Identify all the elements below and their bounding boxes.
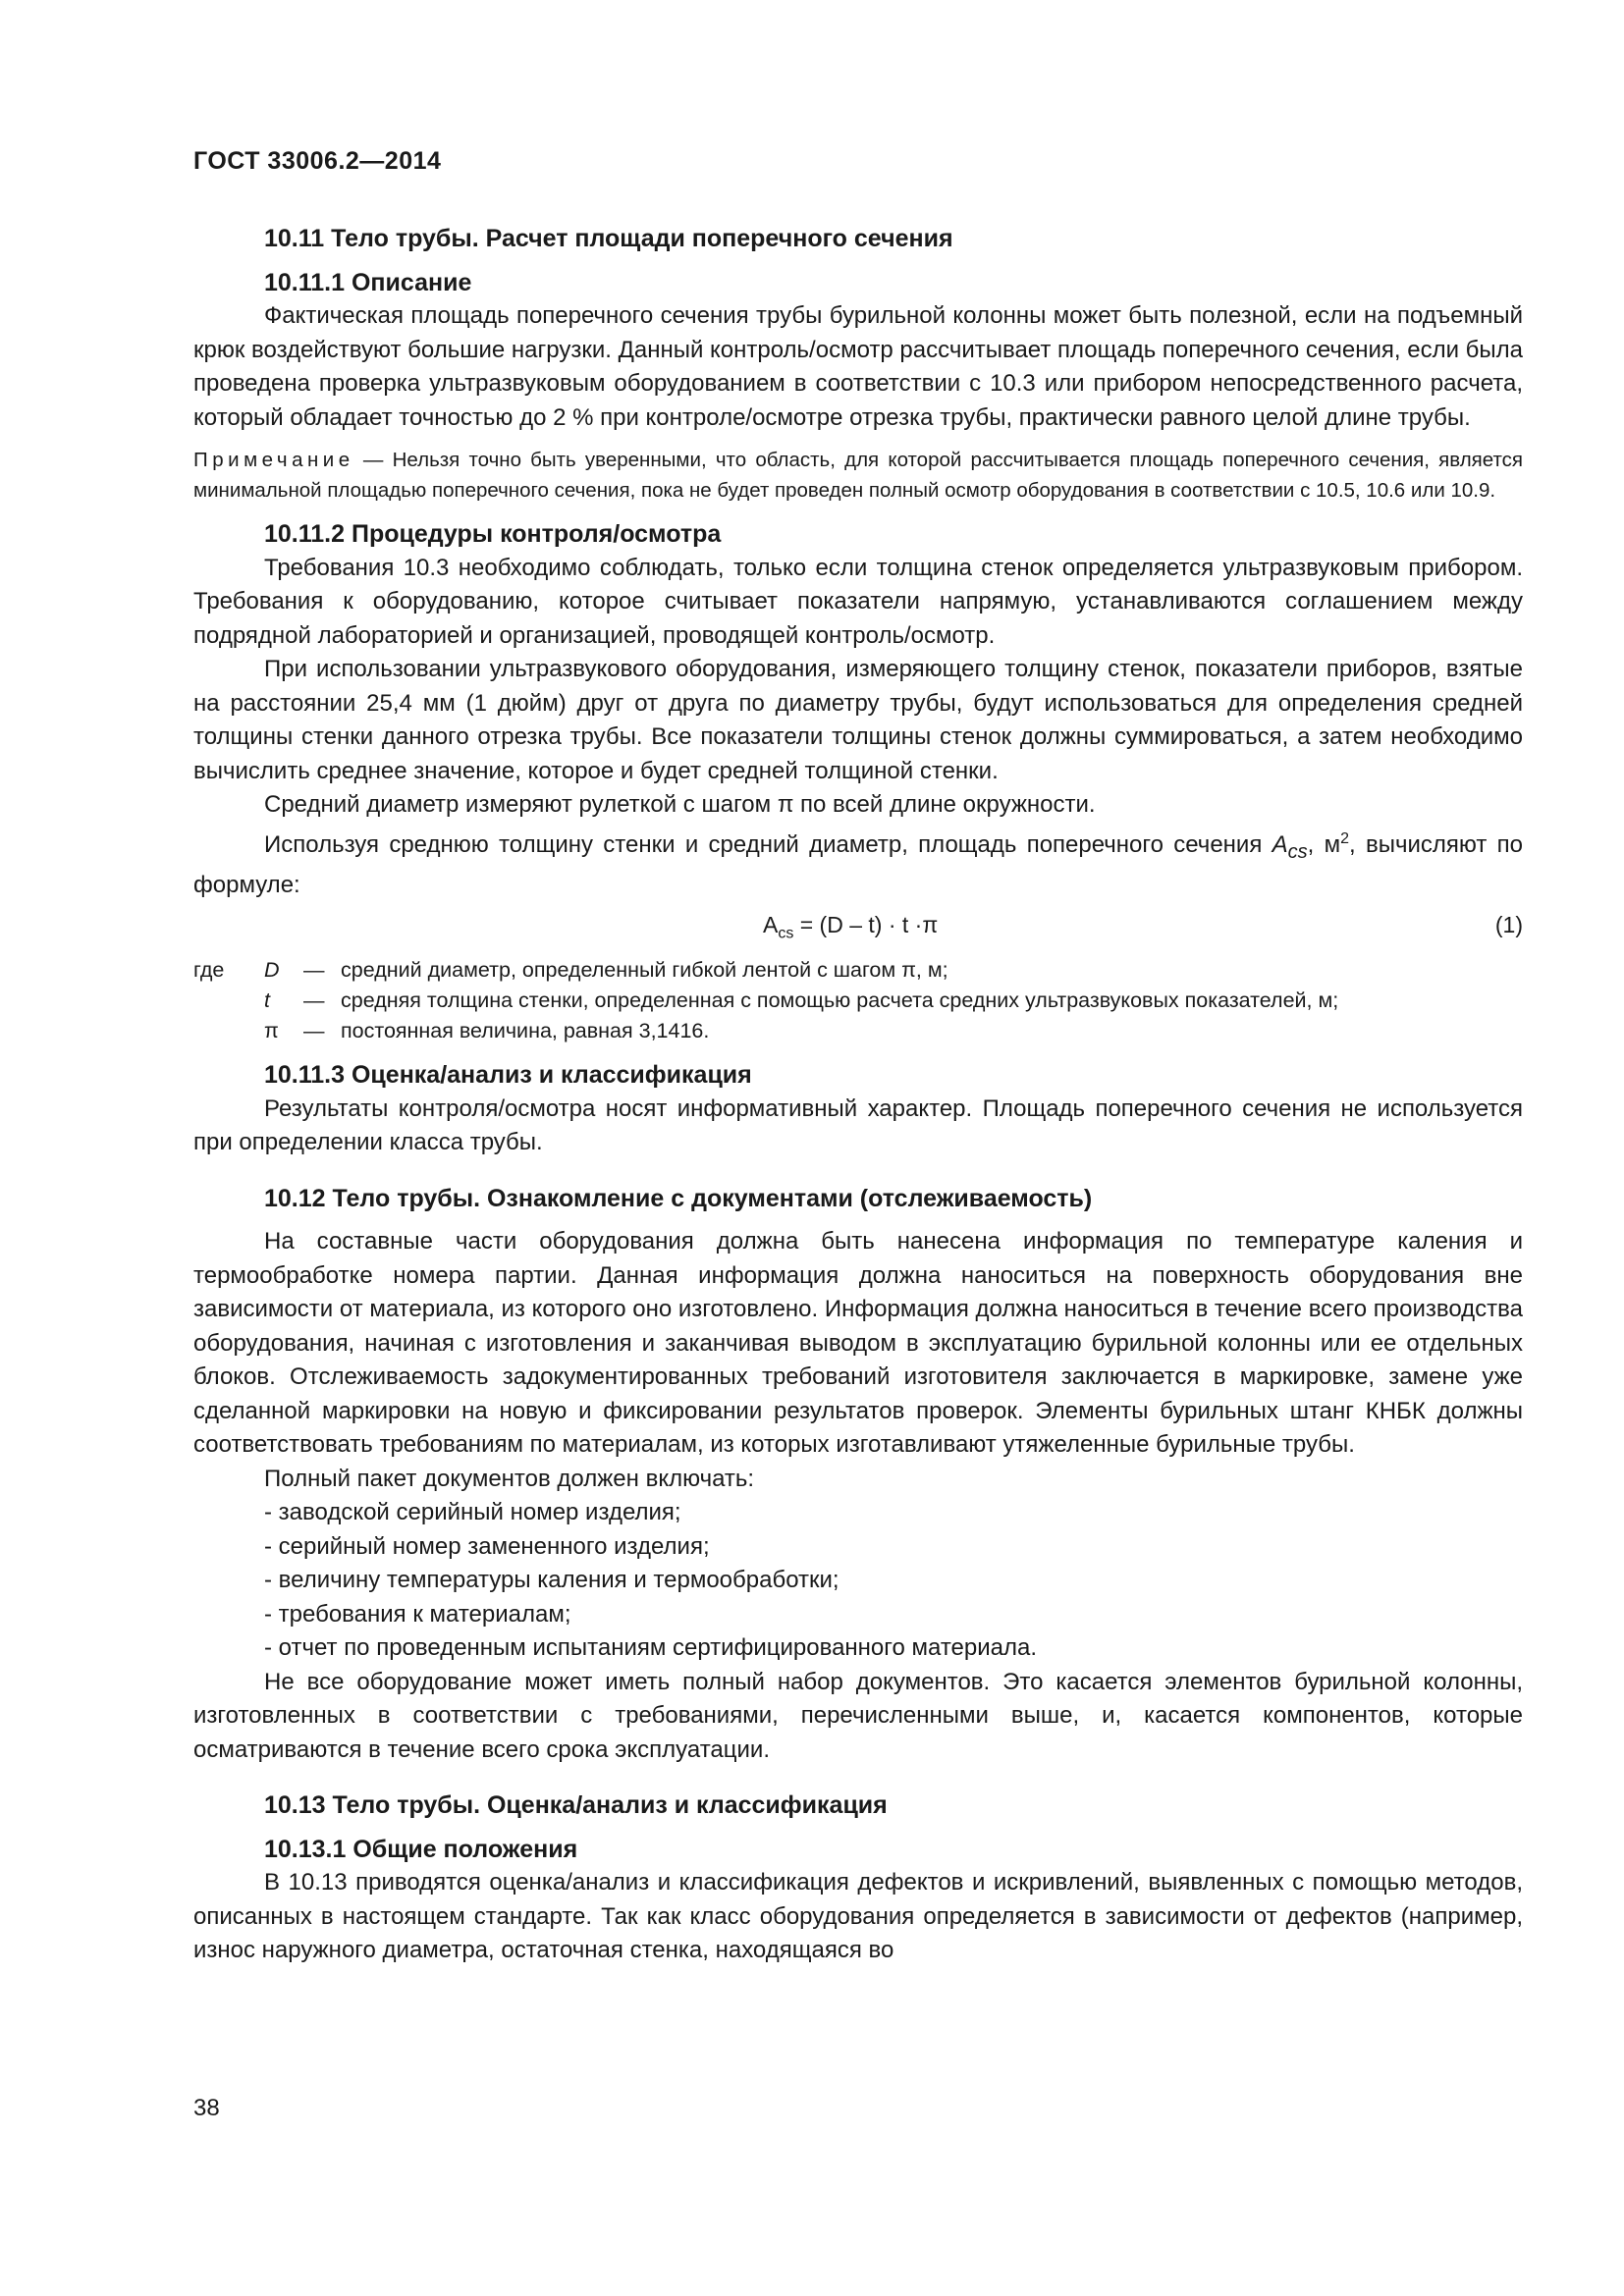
where-list — [193, 955, 1523, 1046]
subsection-title-10-11-2: 10.11.2 Процедуры контроля/осмотра — [264, 520, 722, 548]
list-item: - величину температуры каления и термообработки; — [264, 1567, 839, 1594]
paragraph: Результаты контроля/осмотра носят информативный характер. Площадь поперечного сечения не используется при определении класса трубы. — [193, 1095, 1523, 1156]
where-text: средняя толщина стенки, определенная с помощью расчета средних ультразвуковых показателей, м; — [341, 988, 1339, 1013]
equation-number: (1) — [1494, 912, 1523, 938]
list-item: - отчет по проведенным испытаниям сертифицированного материала. — [264, 1634, 1038, 1662]
symbol-sub: cs — [1287, 840, 1308, 863]
document-body — [193, 222, 1523, 1968]
document-id: ГОСТ 33006.2—2014 — [193, 147, 442, 175]
where-item — [193, 986, 1523, 1016]
formula-sub: cs — [778, 925, 794, 942]
paragraph: Средний диаметр измеряют рулеткой с шагом π по всей длине окружности. — [264, 791, 1096, 818]
paragraph: На составные части оборудования должна быть нанесена информация по температуре каления и термообработке номера партии. Данная информация должна наноситься на поверхность оборудования вне зависимости от материала, из которого оно изготовлено. Информация должна наноситься в течение всего производства оборудования, начиная с изготовления и заканчивая выводом в эксплуатацию бурильной колонны или ее отдельных блоков. Отслеживаемость задокументированных требований изготовителя заключается в маркировке, замене уже сделанной маркировки на новую и фиксировании результатов проверок. Элементы бурильных штанг КНБК должны соответствовать требованиям по материалам, из которых изготавливают утяжеленные бурильные трубы. — [193, 1228, 1523, 1459]
paragraph: Не все оборудование может иметь полный набор документов. Это касается элементов бурильной колонны, изготовленных в соответствии с требованиями, перечисленными выше, и, касается компонентов, которые осматриваются в течение всего срока эксплуатации. — [193, 1668, 1523, 1763]
note — [193, 445, 1523, 506]
text-run: , вычисляют по формуле: — [193, 830, 1523, 898]
paragraph: Фактическая площадь поперечного сечения трубы бурильной колонны может быть полезной, если на подъемный крюк воздействуют большие нагрузки. Данный контроль/осмотр рассчитывает площадь поперечного сечения, если была проведена проверка ультразвуковым оборудованием в соответствии с 10.3 или прибором непосредственного расчета, который обладает точностью до 2 % при контроле/осмотре отрезка трубы, практически равного целой длине трубы. — [193, 302, 1524, 431]
formula-row — [193, 908, 1523, 947]
where-dash: — — [303, 958, 325, 983]
paragraph-formula-intro — [193, 823, 1523, 903]
where-label: где — [193, 958, 225, 983]
where-symbol: D — [264, 958, 280, 983]
where-text: средний диаметр, определенный гибкой лентой с шагом π, м; — [341, 958, 948, 983]
text-run: Используя среднюю толщину стенки и средний диаметр, площадь поперечного сечения — [264, 830, 1272, 858]
note-text: — Нельзя точно быть уверенными, что область, для которой рассчитывается площадь поперечного сечения, является минимальной площадью поперечного сечения, пока не будет проведен полный осмотр оборудования в соответствии с 10.5, 10.6 или 10.9. — [193, 449, 1523, 502]
where-dash: — — [303, 1019, 325, 1043]
subsection-title-10-11-1: 10.11.1 Описание — [264, 268, 472, 296]
formula — [763, 908, 938, 951]
text-run: , м — [1307, 830, 1341, 858]
formula-rhs: = (D – t) · t ·π — [793, 912, 939, 938]
where-item — [193, 1016, 1523, 1046]
paragraph: Полный пакет документов должен включать: — [264, 1465, 755, 1492]
page-number: 38 — [193, 2095, 220, 2121]
symbol-a: A — [1272, 830, 1288, 858]
where-symbol: t — [264, 988, 270, 1013]
symbol-sup: 2 — [1340, 829, 1350, 847]
list-item: - заводской серийный номер изделия; — [264, 1499, 681, 1526]
list-item: - серийный номер замененного изделия; — [264, 1532, 710, 1560]
paragraph: В 10.13 приводятся оценка/анализ и классификация дефектов и искривлений, выявленных с помощью методов, описанных в настоящем стандарте. Так как класс оборудования определяется в зависимости от дефектов (например, износ наружного диаметра, остаточная стенка, находящаяся во — [193, 1869, 1523, 1964]
subsection-title-10-13-1: 10.13.1 Общие положения — [264, 1835, 578, 1863]
where-item — [193, 955, 1523, 986]
where-dash: — — [303, 988, 325, 1013]
section-title-10-11: 10.11 Тело трубы. Расчет площади поперечного сечения — [264, 225, 953, 252]
paragraph: Требования 10.3 необходимо соблюдать, только если толщина стенок определяется ультразвуковым прибором. Требования к оборудованию, которое считывает показатели напрямую, устанавливаются соглашением между подрядной лабораторией и организацией, проводящей контроль/осмотр. — [193, 554, 1523, 649]
paragraph: При использовании ультразвукового оборудования, измеряющего толщину стенок, показатели приборов, взятые на расстоянии 25,4 мм (1 дюйм) друг от друга по диаметру трубы, будут использоваться для определения средней толщины стенки данного отрезка трубы. Все показатели толщины стенок должны суммироваться, а затем необходимо вычислить среднее значение, которое и будет средней толщиной стенки. — [193, 656, 1523, 784]
list-item: - требования к материалам; — [264, 1600, 571, 1628]
where-symbol: π — [264, 1019, 279, 1043]
section-title-10-13: 10.13 Тело трубы. Оценка/анализ и классификация — [264, 1791, 888, 1820]
formula-lhs: A — [763, 912, 779, 938]
section-title-10-12: 10.12 Тело трубы. Ознакомление с документами (отслеживаемость) — [264, 1184, 1093, 1212]
note-label: Примечание — [193, 449, 354, 471]
subsection-title-10-11-3: 10.11.3 Оценка/анализ и классификация — [264, 1061, 752, 1090]
where-text: постоянная величина, равная 3,1416. — [341, 1019, 710, 1043]
